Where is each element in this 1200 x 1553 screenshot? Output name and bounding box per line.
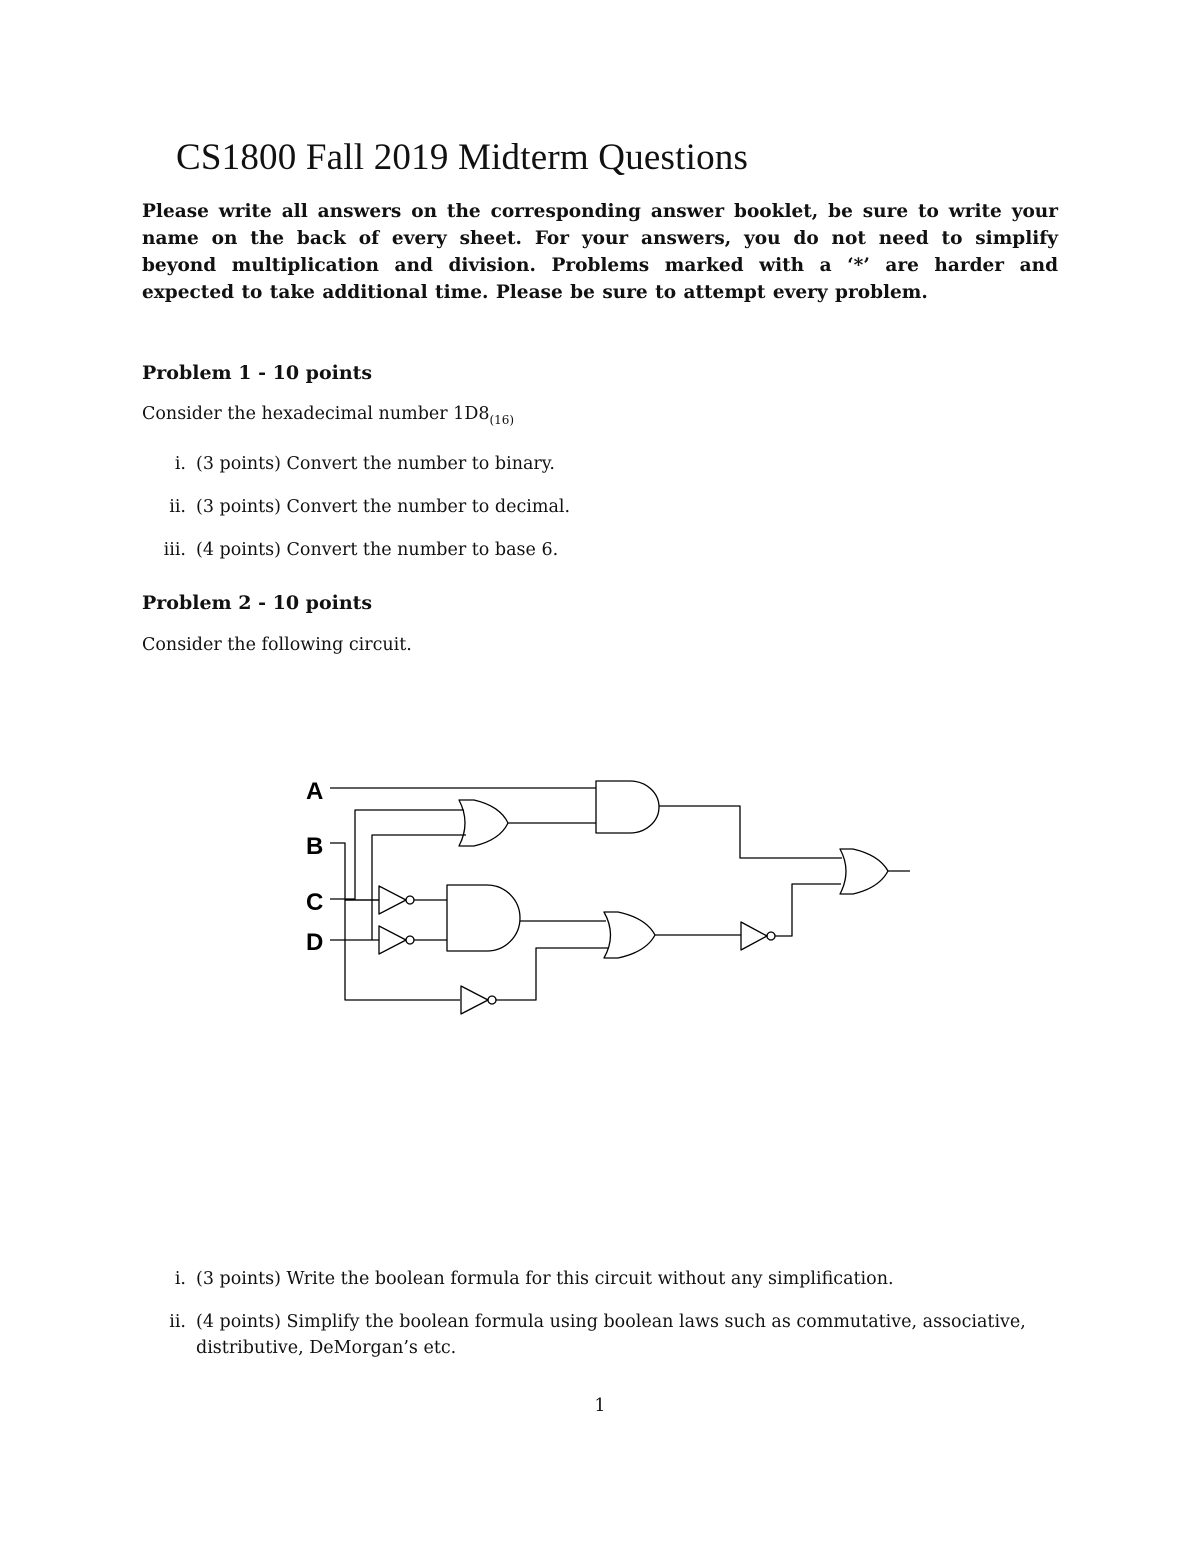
problem-1-base-subscript: (16) xyxy=(489,413,515,427)
item-text: (4 points) Convert the number to base 6. xyxy=(196,540,559,560)
and-gate-1 xyxy=(596,781,659,833)
item-text: (3 points) Write the boolean formula for this circuit without any simplification. xyxy=(196,1269,894,1289)
item-number: iii. xyxy=(163,540,186,560)
or-gate-2 xyxy=(604,912,655,958)
problem-2-prompt: Consider the following circuit. xyxy=(142,635,412,655)
not-gate-d xyxy=(379,926,414,954)
input-label-c: C xyxy=(306,889,324,916)
problem-1-prompt-text: Consider the hexadecimal number 1D8 xyxy=(142,404,490,424)
input-label-b: B xyxy=(306,833,324,860)
item-text: (3 points) Convert the number to binary. xyxy=(196,454,555,474)
and-gate-2 xyxy=(447,885,520,951)
item-text: (3 points) Convert the number to decimal. xyxy=(196,497,571,517)
circuit-wires xyxy=(330,788,910,1000)
problem-1-heading: Problem 1 - 10 points xyxy=(142,362,373,384)
page-title: CS1800 Fall 2019 Midterm Questions xyxy=(176,137,749,178)
not-gate-or2 xyxy=(741,922,775,950)
page-number: 1 xyxy=(594,1396,606,1416)
item-number: ii. xyxy=(169,1312,186,1332)
input-label-d: D xyxy=(306,929,324,956)
not-gate-b xyxy=(461,986,496,1014)
not-gate-c xyxy=(379,886,414,914)
item-number: ii. xyxy=(169,497,186,517)
or-gate-output xyxy=(840,849,888,894)
input-label-a: A xyxy=(306,778,324,805)
item-number: i. xyxy=(174,454,186,474)
problem-2-heading: Problem 2 - 10 points xyxy=(142,592,373,614)
item-text: (4 points) Simplify the boolean formula using boolean laws such as commutative, associative, distributive, DeMorgan’s etc. xyxy=(196,1312,1026,1358)
item-number: i. xyxy=(174,1269,186,1289)
or-gate-1 xyxy=(459,800,508,846)
instructions-paragraph: Please write all answers on the corresponding answer booklet, be sure to write your name on the back of every sheet. For your answers, you do not need to simplify beyond multiplication and division. Problems marked with a ‘*’ are harder and expected to take additional time. Please be sure to attempt every problem. xyxy=(142,201,1058,303)
